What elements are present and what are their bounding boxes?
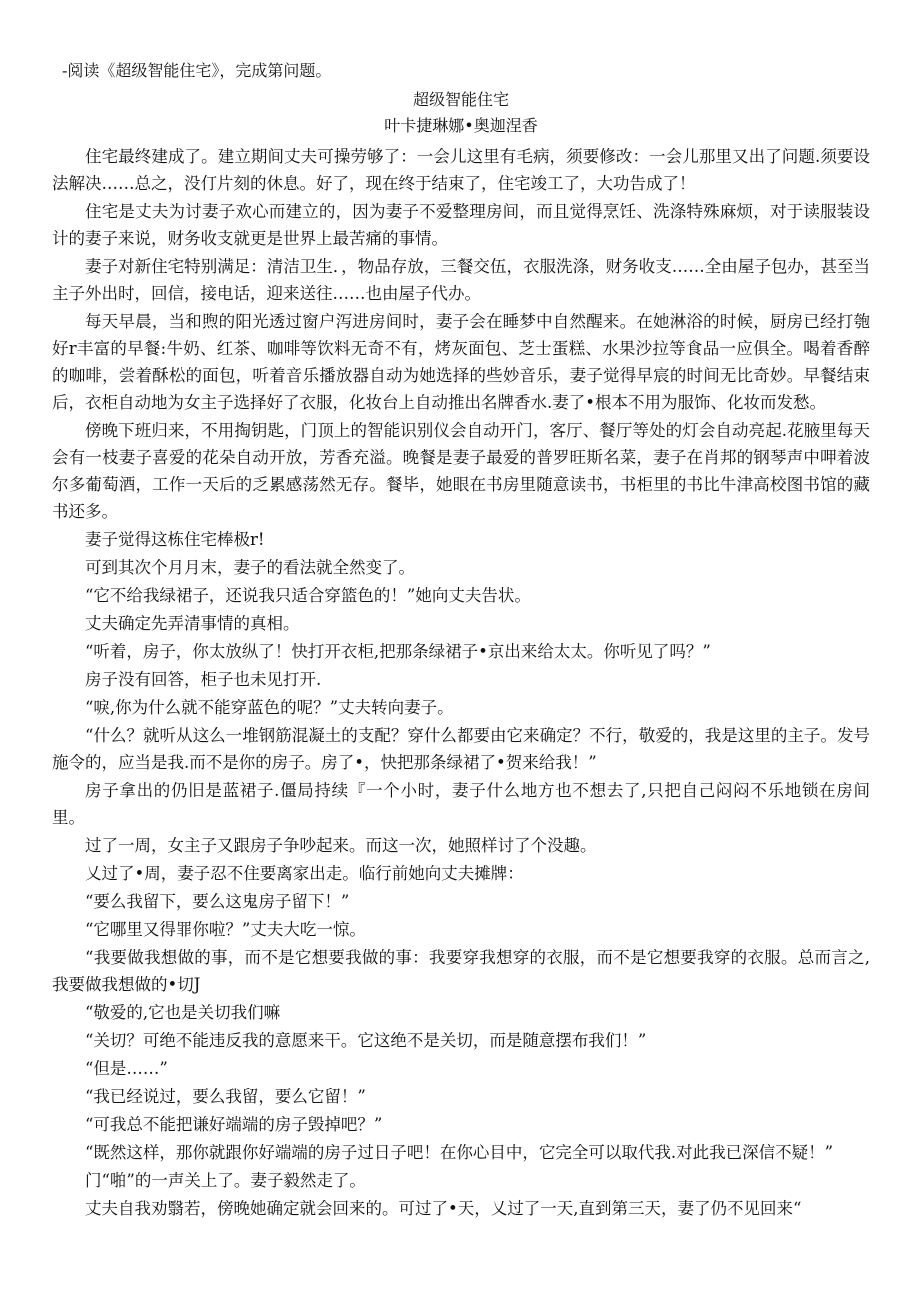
paragraph: 房子没有回答，柜子也未见打开.: [85, 670, 322, 689]
paragraph: 妻子对新住宅特别满足：清洁卫生．，物品存放，三餐交伍，衣服洗涤，财务收支……全由屋子包办，甚至当主子外出时，回信，接电话，迎来送往……也由屋子代办。: [52, 257, 870, 303]
dialogue-line: “它不给我绿裙子，还说我只适合穿篮色的！”她向丈夫告状。: [85, 586, 531, 605]
dialogue-line: “要么我留下，要么这鬼房子留下！”: [85, 892, 350, 911]
dialogue-line: “什么？就听从这么一堆钢筋混凝土的支配？穿什么都要由它来确定？不行，敬爱的，我是这里的主子。发号施令的，应当是我.而不是你的房子。房了•，快把那条绿裙了•贺来给我！”: [52, 726, 870, 772]
dialogue-line: “唳,你为什么就不能穿蓝色的呢？”丈夫转向妻子。: [85, 698, 454, 717]
paragraph: 住宅最终建成了。建立期间丈夫可操劳够了：一会儿这里有毛病，须要修改：一会儿那里又出了问题.须要设法解决……总之，没仃片刻的休息。好了，现在终于结束了，住宅竣工了，大功告成了！: [52, 147, 870, 193]
paragraph: 每天早晨，当和煦的阳光透过窗户泻进房间时，妻子会在睡梦中自然醒来。在她淋浴的时候，厨房已经打匏好r丰富的早餐:牛奶、红茶、咖啡等饮料无奇不有，烤灰面包、芝士蛋糕、水果沙拉等食品一应俱全。喝着香醉的咖啡，尝着酥松的面包，听着音乐播放器自动为她选择的些妙音乐，妻子觉得早宸的时间无比奇妙。早餐结束后，衣柜自动地为女主子选择好了衣服，化妆台上自动推出名牌香水.妻了•根本不用为服饰、化妆而发愁。: [52, 312, 870, 412]
reading-instruction: -阅读《超级智能住宅》，完成第问题。: [62, 61, 332, 80]
dialogue-line: “既然这样，那你就跟你好端端的房子过日子吧！在你心目中，它完全可以取代我.对此我已深信不疑！”: [85, 1143, 834, 1162]
story-author: 叶卡捷琳娜•奥迦涅香: [384, 116, 538, 135]
paragraph: 房子拿出的仍旧是蓝裙子.僵局持续『一个小时，妻子什么地方也不想去了,只把自己闷闷不乐地锁在房间里。: [52, 781, 870, 827]
paragraph: 门“啪”的一声关上了。妻子毅然走了。: [85, 1171, 366, 1190]
dialogue-line: “敬爱的,它也是关切我们嘛: [85, 1003, 281, 1022]
dialogue-line: “但是……”: [85, 1059, 168, 1078]
paragraph: 可到其次个月月末，妻子的看法就全然变了。: [85, 558, 415, 577]
paragraph: 傍晚下班归来，不用掏钥匙，门顶上的智能识别仪会自动开门，客厅、餐厅等处的灯会自动亮起.花腋里每天会有一枝妻子喜爱的花朵自动开放，芳香充溢。晚餐是妻子最爱的普罗旺斯名菜，妻子在肖邦的钢琴声中呷着波尔多葡萄酒，工作一天后的乏累感荡然无存。餐毕，她眼在书房里随意读书，书柜里的书比牛津高校图书馆的藏书还多。: [52, 421, 870, 521]
dialogue-line: “关切？可绝不能违反我的意愿来干。它这绝不是关切，而是随意摆布我们！”: [85, 1031, 647, 1050]
story-title: 超级智能住宅: [412, 90, 509, 109]
paragraph: 丈夫确定先弄清事情的真相。: [85, 614, 300, 633]
paragraph: 过了一周，女主子又跟房子争吵起来。而这一次，她照样讨了个没趣。: [85, 836, 597, 855]
dialogue-line: “我已经说过，要么我留，要么它留！”: [85, 1087, 366, 1106]
paragraph: 丈夫自我劝翳若，傍晚她确定就会回来的。可过了•天，乂过了一天,直到第三天，妻了仍不见回来“: [85, 1199, 802, 1218]
dialogue-line: “它哪里又得罪你啦？”丈夫大吃一惊。: [85, 920, 366, 939]
paragraph: 妻子觉得这栋住宅棒极r!: [85, 530, 265, 549]
paragraph: 乂过了•周，妻子忍不住要离家出走。临行前她向丈夫摊牌：: [85, 864, 524, 883]
dialogue-line: “可我总不能把谦好端端的房子毁掉吧？”: [85, 1115, 383, 1134]
paragraph: 住宅是丈夫为讨妻子欢心而建立的，因为妻子不爱整理房间，而且觉得烹饪、洗涤特殊麻烦，对于读服装设计的妻子来说，财务收支就更是世界上最苦痛的事情。: [52, 202, 870, 248]
dialogue-line: “听着，房子，你太放纵了！快打开衣柜,把那条绿裙子•京出来给太太。你听见了吗？”: [85, 642, 711, 661]
dialogue-line: “我要做我想做的事，而不是它想要我做的事：我要穿我想穿的衣服，而不是它想要我穿的衣服。总而言之,我要做我想做的•切J: [52, 948, 870, 994]
